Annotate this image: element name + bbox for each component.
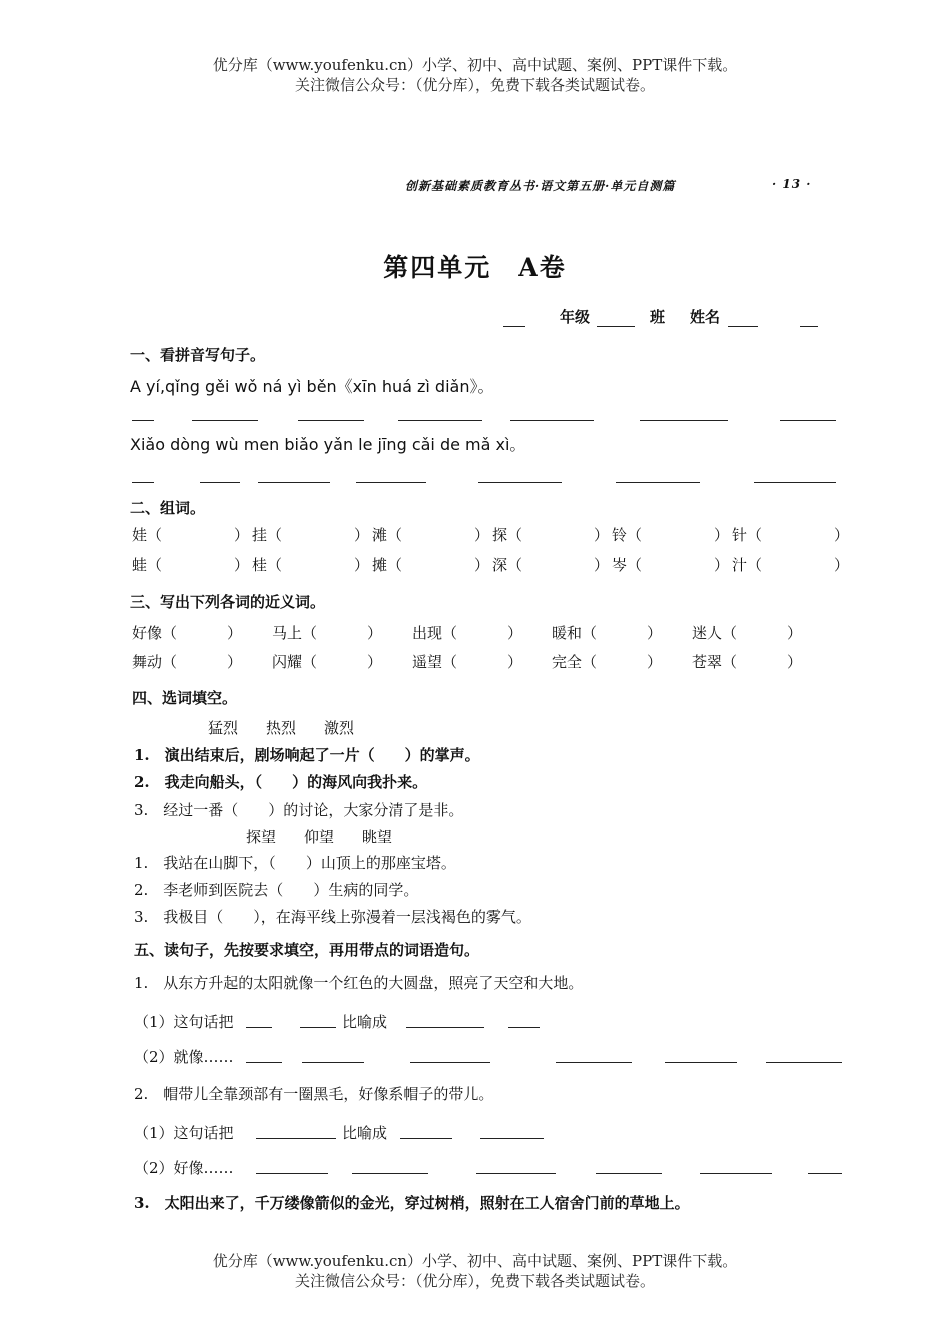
word-item: 滩（ ） (372, 526, 490, 544)
word-choice: 探望 (246, 828, 277, 846)
banner-line-1: 优分库（www.youfenku.cn）小学、初中、高中试题、案例、PPT课件下载。 (212, 56, 738, 74)
answer-blank[interactable] (406, 1027, 484, 1028)
word-choice: 眺望 (362, 828, 393, 846)
word-item: 岑（ ） (612, 556, 730, 574)
info-blank-school[interactable] (503, 326, 525, 327)
answer-blank[interactable] (616, 482, 700, 483)
word-item: 铃（ ） (612, 526, 730, 544)
word-choices-1 (208, 717, 382, 738)
answer-blank[interactable] (256, 1173, 328, 1174)
q2-part-1-mid: 比喻成 (342, 1124, 388, 1142)
word-item: 深（ ） (492, 556, 610, 574)
word-choices-2 (246, 826, 420, 847)
answer-blank[interactable] (352, 1173, 428, 1174)
word-choice: 猛烈 (208, 719, 239, 737)
word-item: 蛙（ ） (132, 556, 250, 574)
synonym-item: 遥望（ ） (412, 653, 523, 671)
fill-item: 1. 演出结束后，剧场响起了一片（ ）的掌声。 (134, 746, 480, 764)
running-head: 创新基础素质教育丛书·语文第五册·单元自测篇 (405, 179, 676, 193)
fill-item: 2. 我走向船头，（ ）的海风向我扑来。 (134, 773, 428, 791)
answer-blank[interactable] (808, 1173, 842, 1174)
name-label: 姓名 (690, 308, 721, 326)
pinyin-sentence-2: Xiǎo dòng wù men biǎo yǎn le jīng cǎi de mǎ xì。 (130, 435, 526, 454)
answer-blank[interactable] (302, 1062, 364, 1063)
synonym-item: 马上（ ） (272, 624, 383, 642)
q1-part-1-mid: 比喻成 (342, 1013, 388, 1031)
word-item: 探（ ） (492, 526, 610, 544)
question-1: 1. 从东方升起的太阳就像一个红色的大圆盘，照亮了天空和大地。 (134, 974, 584, 992)
class-label: 班 (650, 308, 666, 326)
answer-blank[interactable] (665, 1062, 737, 1063)
answer-blank[interactable] (246, 1027, 272, 1028)
answer-blank[interactable] (476, 1173, 556, 1174)
answer-blank[interactable] (410, 1062, 490, 1063)
fill-item: 3. 我极目（ ），在海平线上弥漫着一层浅褐色的雾气。 (134, 908, 531, 926)
answer-blank[interactable] (766, 1062, 842, 1063)
answer-blank[interactable] (780, 420, 836, 421)
answer-blank[interactable] (356, 482, 426, 483)
word-item: 挂（ ） (252, 526, 370, 544)
synonym-item: 舞动（ ） (132, 653, 243, 671)
answer-blank[interactable] (556, 1062, 632, 1063)
fill-item: 2. 李老师到医院去（ ）生病的同学。 (134, 881, 419, 899)
word-choice: 仰望 (304, 828, 335, 846)
question-3: 3. 太阳出来了，千万缕像箭似的金光，穿过树梢，照射在工人宿舍门前的草地上。 (134, 1194, 690, 1212)
answer-blank[interactable] (300, 1027, 336, 1028)
answer-blank[interactable] (200, 482, 240, 483)
synonym-row-1 (132, 622, 832, 643)
q2-part-2: （2）好像…… (134, 1159, 234, 1177)
answer-blank[interactable] (398, 420, 482, 421)
answer-blank[interactable] (298, 420, 364, 421)
section-5-heading: 五、读句子，先按要求填空，再用带点的词语造句。 (134, 941, 480, 959)
word-choice: 热烈 (266, 719, 297, 737)
section-4-heading: 四、选词填空。 (132, 689, 238, 707)
fill-item: 1. 我站在山脚下，（ ）山顶上的那座宝塔。 (134, 854, 456, 872)
answer-blank[interactable] (246, 1062, 282, 1063)
synonym-item: 好像（ ） (132, 624, 243, 642)
answer-blank[interactable] (510, 420, 594, 421)
word-grid-row-1 (132, 524, 852, 545)
answer-blank[interactable] (478, 482, 562, 483)
synonym-item: 苍翠（ ） (692, 653, 803, 671)
word-grid-row-2 (132, 554, 852, 575)
answer-blank[interactable] (400, 1138, 452, 1139)
name-blank-2[interactable] (800, 326, 818, 327)
answer-blank[interactable] (192, 420, 258, 421)
fill-item: 3. 经过一番（ ）的讨论，大家分清了是非。 (134, 801, 464, 819)
grade-label: 年级 (560, 308, 591, 326)
answer-blank[interactable] (700, 1173, 772, 1174)
answer-blank[interactable] (754, 482, 836, 483)
answer-blank[interactable] (256, 1138, 336, 1139)
q1-part-2: （2）就像…… (134, 1048, 234, 1066)
answer-blank[interactable] (640, 420, 728, 421)
synonym-item: 完全（ ） (552, 653, 663, 671)
word-choice: 激烈 (324, 719, 355, 737)
answer-blank[interactable] (480, 1138, 544, 1139)
answer-blank[interactable] (258, 482, 330, 483)
word-item: 汁（ ） (732, 556, 850, 574)
synonym-item: 暖和（ ） (552, 624, 663, 642)
banner-line-2: 关注微信公众号：（优分库），免费下载各类试题试卷。 (294, 76, 655, 94)
synonym-item: 出现（ ） (412, 624, 523, 642)
synonym-item: 迷人（ ） (692, 624, 803, 642)
q2-part-1-prefix: （1）这句话把 (134, 1124, 234, 1142)
pinyin-sentence-1: A yí,qǐng gěi wǒ ná yì běn《xīn huá zì diǎn》。 (130, 377, 494, 396)
word-item: 桂（ ） (252, 556, 370, 574)
q1-part-1-prefix: （1）这句话把 (134, 1013, 234, 1031)
answer-blank[interactable] (132, 482, 154, 483)
synonym-row-2 (132, 651, 832, 672)
answer-blank[interactable] (596, 1173, 662, 1174)
section-3-heading: 三、写出下列各词的近义词。 (130, 593, 326, 611)
word-item: 摊（ ） (372, 556, 490, 574)
page-title: 第四单元 A卷 (383, 253, 567, 282)
footer-banner-line-2: 关注微信公众号：（优分库），免费下载各类试题试卷。 (294, 1272, 655, 1290)
question-2: 2. 帽带儿全靠颈部有一圈黑毛，好像系帽子的带儿。 (134, 1085, 494, 1103)
footer-banner-line-1: 优分库（www.youfenku.cn）小学、初中、高中试题、案例、PPT课件下载。 (212, 1252, 738, 1270)
word-item: 针（ ） (732, 526, 850, 544)
grade-blank[interactable] (597, 326, 635, 327)
section-2-heading: 二、组词。 (130, 499, 206, 517)
synonym-item: 闪耀（ ） (272, 653, 383, 671)
section-1-heading: 一、看拼音写句子。 (130, 346, 266, 364)
answer-blank[interactable] (132, 420, 154, 421)
page-number: · 13 · (772, 177, 812, 191)
name-blank[interactable] (728, 326, 758, 327)
word-item: 娃（ ） (132, 526, 250, 544)
answer-blank[interactable] (508, 1027, 540, 1028)
